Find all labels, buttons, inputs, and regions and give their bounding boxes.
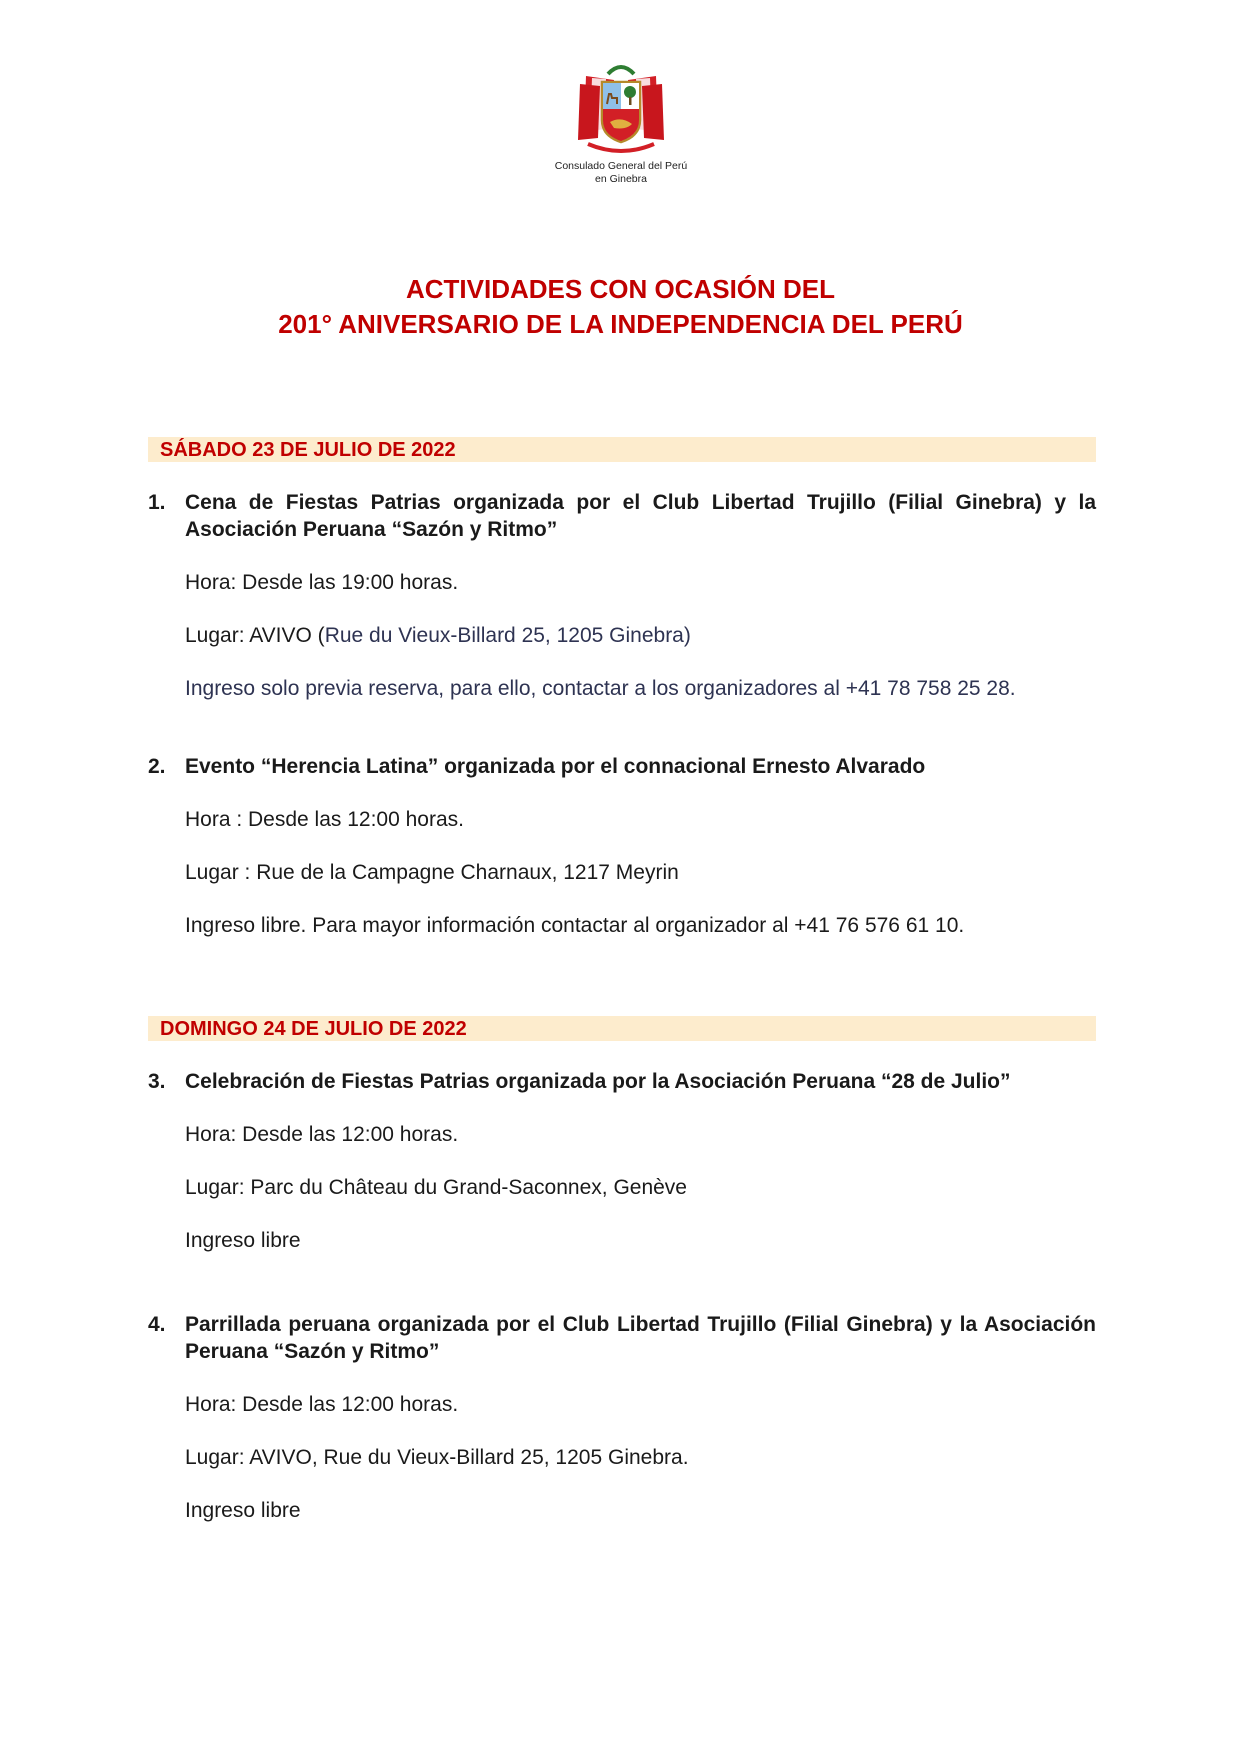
- logo-caption-line1: Consulado General del Perú: [554, 160, 688, 172]
- activity-item-4: [148, 1311, 1096, 1524]
- day-label: DOMINGO 24 DE JULIO DE 2022: [160, 1018, 467, 1040]
- day-header-saturday: [148, 437, 1096, 462]
- item-lugar: Lugar: Parc du Château du Grand-Saconnex, Genève: [185, 1176, 687, 1199]
- title-line2: 201° ANIVERSARIO DE LA INDEPENDENCIA DEL PERÚ: [278, 309, 963, 339]
- item-number: 3.: [148, 1070, 166, 1093]
- item-title: Parrillada peruana organizada por el Club Libertad Trujillo (Filial Ginebra) y la Asociación Peruana “Sazón y Ritmo”: [185, 1313, 1096, 1363]
- item-ingreso: Ingreso solo previa reserva, para ello, contactar a los organizadores al +41 78 758 25 28.: [185, 677, 1016, 700]
- activity-item-3: [148, 1068, 1096, 1254]
- item-title: Celebración de Fiestas Patrias organizada por la Asociación Peruana “28 de Julio”: [185, 1070, 1011, 1093]
- item-lugar: Lugar: AVIVO, Rue du Vieux-Billard 25, 1205 Ginebra.: [185, 1446, 689, 1469]
- item-title: Evento “Herencia Latina” organizada por el connacional Ernesto Alvarado: [185, 755, 926, 778]
- item-hora: Hora: Desde las 19:00 horas.: [185, 571, 459, 594]
- item-ingreso: Ingreso libre: [185, 1229, 301, 1252]
- item-ingreso: Ingreso libre. Para mayor información contactar al organizador al +41 76 576 61 10.: [185, 914, 965, 937]
- item-lugar: [185, 622, 1096, 649]
- activity-item-1: [148, 489, 1096, 702]
- document-title: [0, 272, 1241, 342]
- item-number: 1.: [148, 491, 166, 514]
- logo-caption-line2: en Ginebra: [595, 173, 647, 185]
- day-header-sunday: [148, 1016, 1096, 1041]
- item-title: Cena de Fiestas Patrias organizada por el Club Libertad Trujillo (Filial Ginebra) y la Asociación Peruana “Sazón y Ritmo”: [185, 491, 1096, 541]
- item-hora: Hora : Desde las 12:00 horas.: [185, 808, 464, 831]
- coat-of-arms-icon: [566, 58, 676, 158]
- consulate-logo: [548, 58, 694, 188]
- item-number: 4.: [148, 1313, 166, 1336]
- title-line1: ACTIVIDADES CON OCASIÓN DEL: [405, 274, 836, 304]
- item-lugar: Lugar : Rue de la Campagne Charnaux, 1217 Meyrin: [185, 861, 679, 884]
- day-label: SÁBADO 23 DE JULIO DE 2022: [160, 439, 456, 461]
- item-ingreso: Ingreso libre: [185, 1499, 301, 1522]
- activity-item-2: [148, 753, 1096, 939]
- item-hora: Hora: Desde las 12:00 horas.: [185, 1123, 459, 1146]
- item-lugar-prefix: Lugar: AVIVO (: [185, 624, 325, 647]
- item-number: 2.: [148, 755, 166, 778]
- item-lugar-address: Rue du Vieux-Billard 25, 1205 Ginebra): [324, 624, 691, 647]
- item-hora: Hora: Desde las 12:00 horas.: [185, 1393, 459, 1416]
